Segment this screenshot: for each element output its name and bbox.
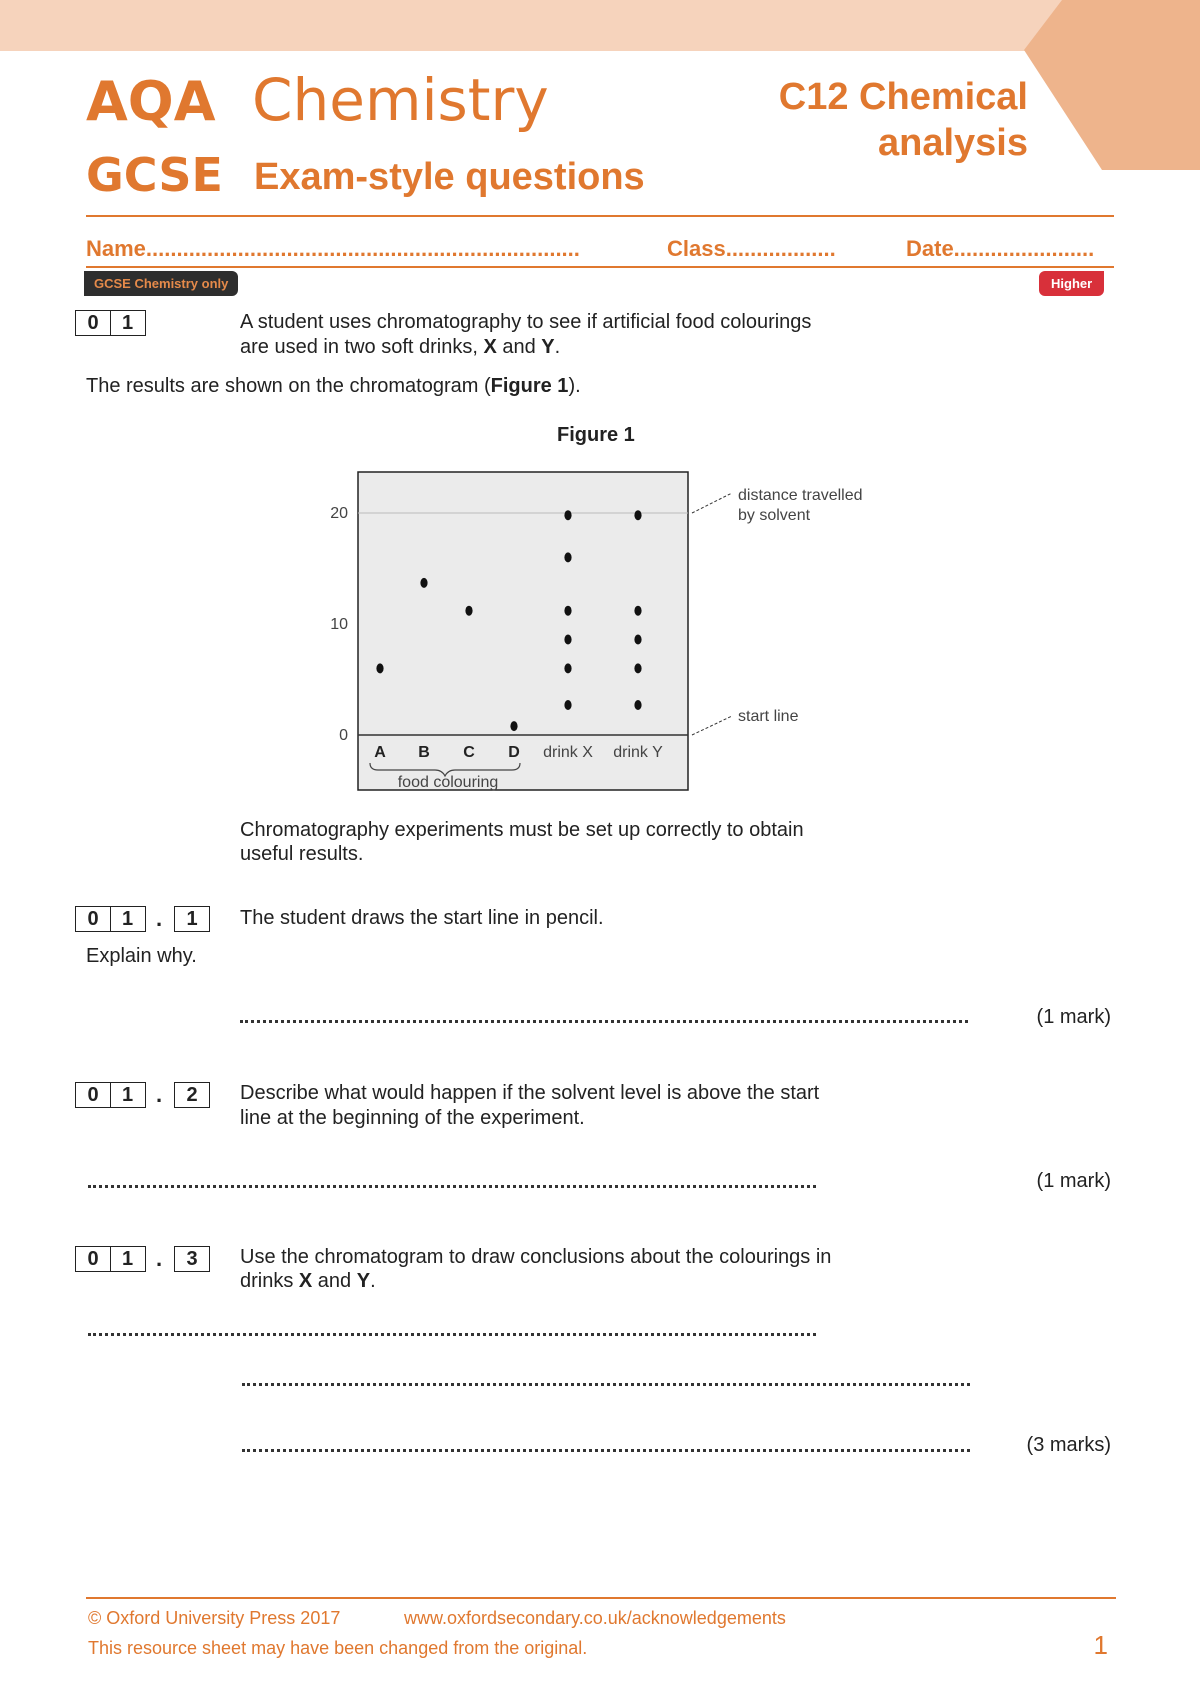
qnum-digit: 0 xyxy=(75,310,111,336)
question-number-01-1 xyxy=(75,906,209,932)
footer-copyright: © Oxford University Press 2017 xyxy=(88,1608,341,1628)
qnum-dot: . xyxy=(155,1082,163,1107)
page-number: 1 xyxy=(1093,1630,1108,1660)
q1-setup-line2: useful results. xyxy=(240,843,364,865)
topic-title-line1: C12 Chemical xyxy=(778,76,1028,118)
chromatogram-spot xyxy=(564,700,571,710)
q1-1-marks: (1 mark) xyxy=(1036,1006,1111,1028)
chromatogram-spot xyxy=(465,606,472,616)
header-rule xyxy=(86,215,1114,217)
chromatogram-spot xyxy=(564,606,571,616)
annotation-start-line: start line xyxy=(738,708,799,725)
tag-gcse-chemistry-only: GCSE Chemistry only xyxy=(84,271,238,296)
annotation-solvent-line2: by solvent xyxy=(738,507,811,524)
figure-title: Figure 1 xyxy=(557,424,635,446)
q1-3-marks: (3 marks) xyxy=(1026,1434,1111,1456)
qnum-dot: . xyxy=(155,906,163,931)
chromatogram-spot xyxy=(634,510,641,520)
answer-line[interactable] xyxy=(242,1383,970,1386)
qnum-digit: 1 xyxy=(110,906,146,932)
brand-chemistry: Chemistry xyxy=(252,66,549,134)
chromatogram-spot xyxy=(634,700,641,710)
brand-gcse: GCSE xyxy=(86,148,223,202)
qnum-digit: 2 xyxy=(174,1082,210,1108)
y-tick-label: 20 xyxy=(330,505,348,522)
topic-title-line2: analysis xyxy=(878,122,1028,164)
q1-1-instruction: Explain why. xyxy=(86,945,197,967)
answer-line[interactable] xyxy=(242,1449,970,1452)
chromatogram-spot xyxy=(376,663,383,673)
chromatogram-spot xyxy=(564,635,571,645)
tag-higher: Higher xyxy=(1039,271,1104,296)
brand-aqa: AQA xyxy=(86,70,216,133)
solvent-leader-line xyxy=(692,493,732,513)
q1-intro-line2: are used in two soft drinks, X and Y. xyxy=(240,336,561,358)
page-subtitle: Exam-style questions xyxy=(254,156,645,198)
qnum-digit: 0 xyxy=(75,1082,111,1108)
q1-2-line1: Describe what would happen if the solvent level is above the start xyxy=(240,1082,820,1104)
qnum-dot: . xyxy=(155,1246,163,1271)
lane-label-b: B xyxy=(418,744,430,761)
question-number-01-2 xyxy=(75,1082,209,1108)
date-field[interactable]: Date....................... xyxy=(906,236,1095,261)
y-tick-label: 0 xyxy=(339,727,348,744)
name-field[interactable]: Name....................................................................... xyxy=(86,236,580,261)
topic-title xyxy=(779,74,1028,166)
q1-2-text xyxy=(240,1081,819,1131)
q1-3-line2: drinks X and Y. xyxy=(240,1270,376,1292)
q1-results-text: The results are shown on the chromatogram (Figure 1). xyxy=(86,375,581,397)
qnum-digit: 1 xyxy=(110,1246,146,1272)
q1-2-line2: line at the beginning of the experiment. xyxy=(240,1107,585,1129)
q1-intro-line1: A student uses chromatography to see if artificial food colourings xyxy=(240,311,812,333)
lane-label-drink-y: drink Y xyxy=(613,744,663,761)
lane-label-drink-x: drink X xyxy=(543,744,593,761)
lane-label-a: A xyxy=(374,744,386,761)
qnum-digit: 1 xyxy=(110,1082,146,1108)
q1-1-text: The student draws the start line in pencil. xyxy=(240,907,604,929)
qnum-digit: 0 xyxy=(75,906,111,932)
answer-line[interactable] xyxy=(88,1185,816,1188)
annotation-solvent-line1: distance travelled xyxy=(738,487,863,504)
q1-3-text xyxy=(240,1245,831,1293)
qnum-digit: 1 xyxy=(110,310,146,336)
lane-label-d: D xyxy=(508,744,520,761)
footer-rule xyxy=(86,1597,1116,1599)
qnum-digit: 0 xyxy=(75,1246,111,1272)
answer-line[interactable] xyxy=(88,1333,816,1336)
y-tick-label: 10 xyxy=(330,616,348,633)
answer-line[interactable] xyxy=(240,1020,968,1023)
chromatogram-spot xyxy=(634,663,641,673)
footer-note: This resource sheet may have been changed from the original. xyxy=(88,1638,588,1658)
chromatogram-spot xyxy=(634,635,641,645)
chromatogram xyxy=(320,468,880,798)
q1-2-marks: (1 mark) xyxy=(1036,1170,1111,1192)
lane-label-c: C xyxy=(463,744,475,761)
name-rule xyxy=(86,266,1114,268)
chromatogram-spot xyxy=(420,578,427,588)
chromatogram-spot xyxy=(564,510,571,520)
class-field[interactable]: Class.................. xyxy=(667,236,836,261)
q1-intro xyxy=(240,310,811,360)
chromatogram-spot xyxy=(564,552,571,562)
group-label: food colouring xyxy=(397,774,499,791)
chromatogram-spot xyxy=(634,606,641,616)
qnum-digit: 1 xyxy=(174,906,210,932)
q1-3-line1: Use the chromatogram to draw conclusions about the colourings in xyxy=(240,1246,832,1268)
question-number-01 xyxy=(75,310,144,336)
footer-url[interactable]: www.oxfordsecondary.co.uk/acknowledgements xyxy=(404,1608,786,1628)
question-number-01-3 xyxy=(75,1246,209,1272)
start-leader-line xyxy=(692,716,732,735)
header-corner-shape xyxy=(1000,0,1200,170)
qnum-digit: 3 xyxy=(174,1246,210,1272)
chromatogram-spot xyxy=(564,663,571,673)
q1-setup-line1: Chromatography experiments must be set up correctly to obtain xyxy=(240,819,804,841)
chromatogram-spot xyxy=(510,721,517,731)
q1-setup-text xyxy=(240,818,804,866)
